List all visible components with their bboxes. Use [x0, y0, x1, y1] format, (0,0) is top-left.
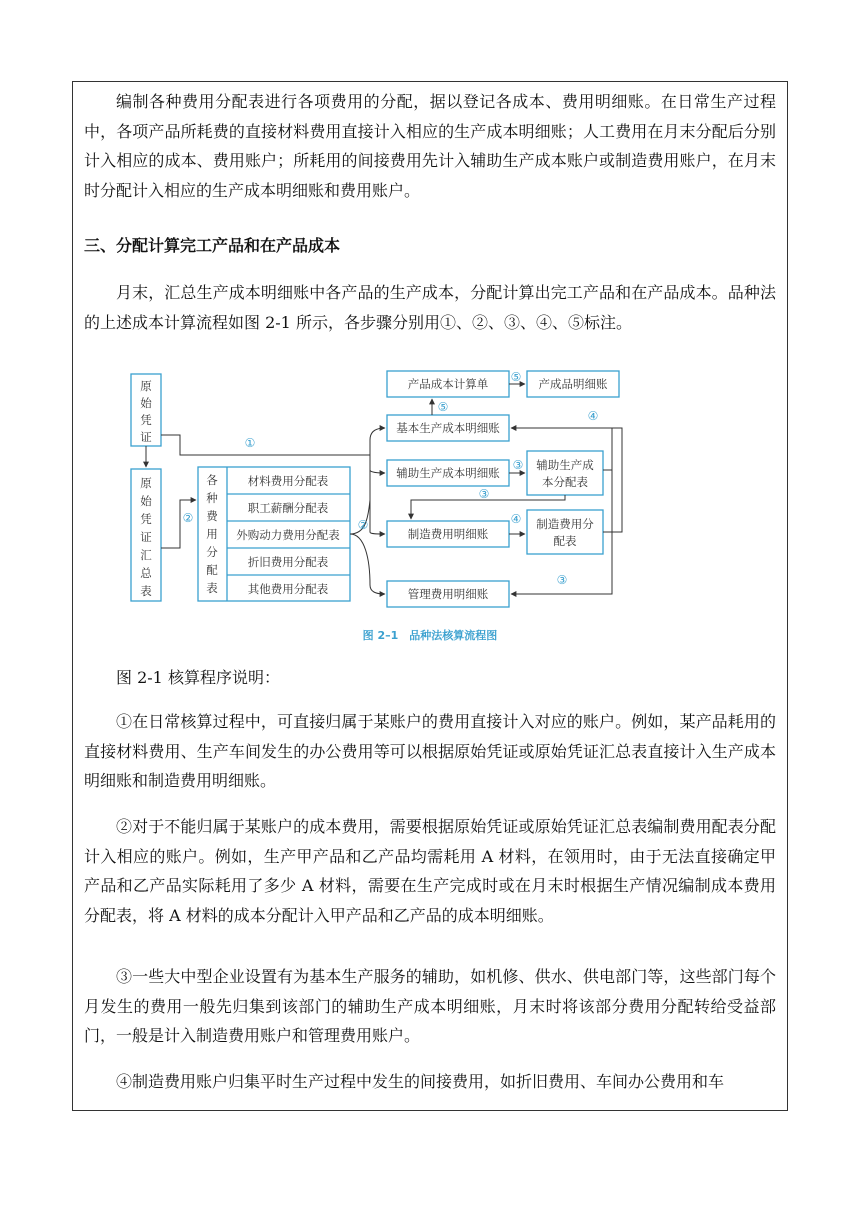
auxiliary-allocation-line-2: 本分配表	[542, 475, 588, 489]
voucher-summary-char-2: 始	[140, 494, 152, 508]
voucher-summary-char-7: 表	[140, 584, 152, 598]
section-heading-3: 三、分配计算完工产品和在产品成本	[84, 236, 341, 255]
paragraph-month-end: 月末，汇总生产成本明细账中各产品的生产成本，分配计算出完工产品和在产品成本。品种法的上述成本计算流程如图 2-1 所示，各步骤分别用①、②、③、④、⑤标注。	[84, 283, 776, 332]
voucher-summary-char-5: 汇	[140, 548, 152, 562]
overhead-ledger-label: 制造费用明细账	[407, 527, 489, 541]
tables-title-char-1: 各	[206, 473, 218, 487]
tables-title-char-7: 表	[206, 581, 218, 595]
paragraph-step-2: ②对于不能归属于某账户的成本费用，需要根据原始凭证或原始凭证汇总表编制费用配表分配计入相应的账户。例如，生产甲产品和乙产品均需耗用 A 材料，在领用时，由于无法直接确定甲产品和乙产品实际耗用了多少 A 材料，需要在生产完成时或在月末时根据生产情况编制成本费用分配表，将 A 材料的成本分配计入甲产品和乙产品的成本明细账。	[84, 817, 776, 925]
basic-production-ledger-label: 基本生产成本明细账	[396, 421, 500, 435]
tables-title-char-4: 用	[206, 527, 218, 541]
tables-title-char-5: 分	[206, 545, 218, 559]
other-allocation-table: 其他费用分配表	[247, 582, 329, 596]
original-voucher-char-4: 证	[140, 430, 152, 444]
payroll-allocation-table: 职工薪酬分配表	[247, 501, 329, 515]
step-3-label-a: ③	[512, 458, 524, 472]
step-2-label-left: ②	[182, 511, 194, 525]
step-5-label-top: ⑤	[510, 370, 522, 384]
auxiliary-allocation-line-1: 辅助生产成	[536, 458, 594, 472]
paragraph-step-4: ④制造费用账户归集平时生产过程中发生的间接费用，如折旧费用、车间办公费用和车	[116, 1072, 725, 1091]
step-4-label-mid: ④	[510, 512, 522, 526]
figure-caption: 图 2–1 品种法核算流程图	[362, 629, 498, 642]
step-5-label-mid: ⑤	[437, 400, 449, 414]
tables-title-char-3: 费	[206, 509, 218, 523]
material-allocation-table: 材料费用分配表	[247, 474, 329, 488]
depreciation-allocation-table: 折旧费用分配表	[247, 555, 329, 569]
paragraph-step-1: ①在日常核算过程中，可直接归属于某账户的费用直接计入对应的账户。例如，某产品耗用的直接材料费用、生产车间发生的办公费用等可以根据原始凭证或原始凭证汇总表直接计入生产成本明细账和制造费用明细账。	[84, 712, 776, 790]
paragraph-allocation: 编制各种费用分配表进行各项费用的分配，据以登记各成本、费用明细账。在日常生产过程中，各项产品所耗费的直接材料费用直接计入相应的生产成本明细账；人工费用在月末分配后分别计入相应的成本、费用账户；所耗用的间接费用先计入辅助生产成本账户或制造费用账户，在月末时分配计入相应的生产成本明细账和费用账户。	[84, 92, 776, 200]
step-4-label-top: ④	[587, 409, 599, 423]
voucher-summary-char-3: 凭	[140, 512, 152, 526]
original-voucher-char-2: 始	[140, 396, 152, 410]
voucher-summary-char-4: 证	[140, 530, 152, 544]
original-voucher-char-3: 凭	[140, 413, 152, 427]
step-3-label-b: ③	[478, 487, 490, 501]
product-cost-sheet-label: 产品成本计算单	[407, 377, 489, 391]
admin-expense-ledger-label: 管理费用明细账	[407, 587, 489, 601]
voucher-summary-char-1: 原	[140, 476, 152, 490]
power-allocation-table: 外购动力费用分配表	[236, 528, 340, 542]
tables-title-char-2: 种	[206, 491, 218, 505]
overhead-allocation-line-2: 配表	[553, 534, 577, 548]
step-2-label-right: ②	[357, 518, 369, 532]
step-3-label-c: ③	[556, 573, 568, 587]
overhead-allocation-line-1: 制造费用分	[536, 517, 594, 531]
auxiliary-production-ledger-label: 辅助生产成本明细账	[396, 466, 500, 480]
finished-goods-ledger-label: 产成品明细账	[538, 377, 608, 391]
tables-title-char-6: 配	[206, 563, 218, 577]
step-1-label: ①	[244, 436, 256, 450]
original-voucher-char-1: 原	[140, 379, 152, 393]
voucher-summary-char-6: 总	[140, 566, 152, 580]
paragraph-figure-note: 图 2-1 核算程序说明：	[116, 668, 280, 687]
paragraph-step-3: ③一些大中型企业设置有为基本生产服务的辅助，如机修、供水、供电部门等，这些部门每个月发生的费用一般先归集到该部门的辅助生产成本明细账，月末时将该部分费用分配转给受益部门，一般是计入制造费用账户和管理费用账户。	[84, 967, 776, 1045]
